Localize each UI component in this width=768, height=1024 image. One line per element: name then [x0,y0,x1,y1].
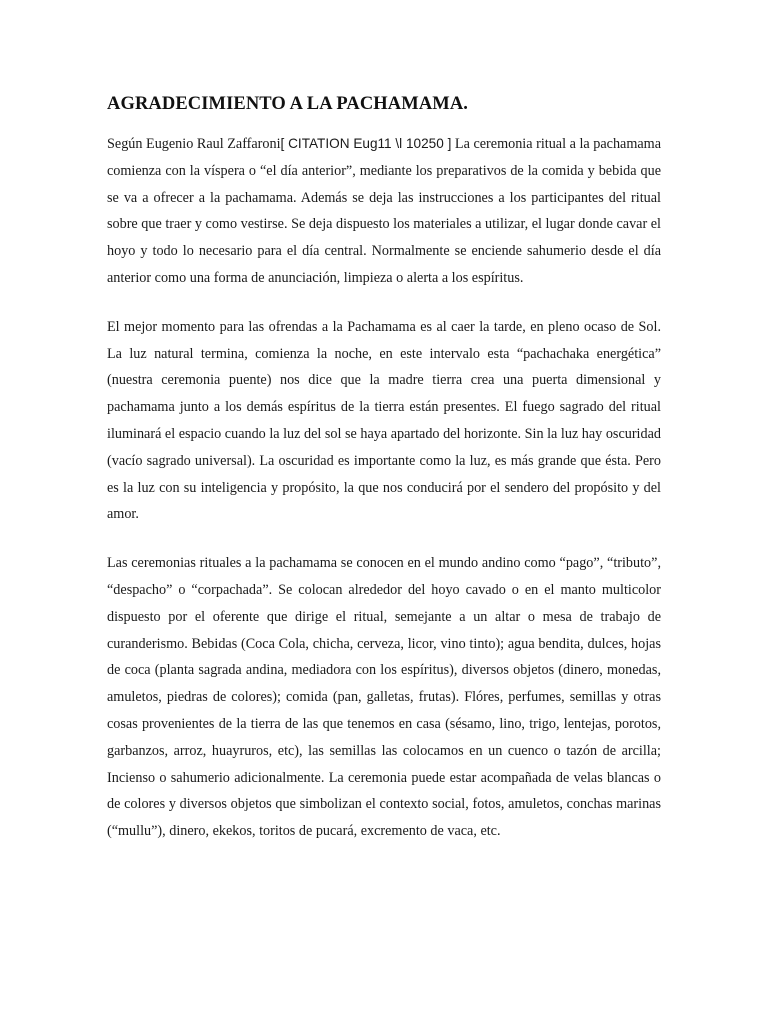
paragraph-2: El mejor momento para las ofrendas a la Pachamama es al caer la tarde, en pleno ocaso de Sol. La luz natural termina, comienza la noche, en este intervalo esta “pachachaka energética” (nuestra ceremonia puente) nos dice que la madre tierra crea una puerta dimensional y pachamama junto a los demás espíritus de la tierra están presentes. El fuego sagrado del ritual iluminará el espacio cuando la luz del sol se haya apartado del horizonte. Sin la luz hay oscuridad (vacío sagrado universal). La oscuridad es importante como la luz, es más grande que ésta. Pero es la luz con su inteligencia y propósito, la que nos conducirá por el sendero del propósito y del amor. [107,318,661,523]
paragraph-1-lead: Según Eugenio Raul Zaffaroni [107,136,281,152]
paragraph-3: Las ceremonias rituales a la pachamama se conocen en el mundo andino como “pago”, “tributo”, “despacho” o “corpachada”. Se colocan alrededor del hoyo cavado o en el manto multicolor dispuesto por el oferente que dirige el ritual, semejante a un altar o mesa de trabajo de curanderismo. Bebidas (Coca Cola, chicha, cerveza, licor, vino tinto); agua bendita, dulces, hojas de coca (planta sagrada andina, mediadora con los espíritus), diversos objetos (dinero, monedas, amuletos, piedras de colores); comida (pan, galletas, frutas). Flóres, perfumes, semillas y otras cosas provenientes de la tierra de las que tenemos en casa (sésamo, lino, trigo, lentejas, porotos, garbanzos, arroz, huayruros, etc), las semillas las colocamos en un cuenco o tazón de arcilla; Incienso o sahumerio adicionalmente. La ceremonia puede estar acompañada de velas blancas o de colores y diversos objetos que simbolizan el contexto social, fotos, amuletos, conchas marinas (“mullu”), dinero, ekekos, toritos de pucará, excremento de vaca, etc. [107,555,661,840]
document-body [107,92,661,867]
citation-field: [ CITATION Eug11 \l 10250 ] [280,136,452,151]
paragraph-1-body: La ceremonia ritual a la pachamama comienza con la víspera o “el día anterior”, mediante los preparativos de la comida y bebida que se va a ofrecer a la pachamama. Además se deja las instrucciones a los participantes del ritual sobre que traer y como vestirse. Se deja dispuesto los materiales a utilizar, el lugar donde cavar el hoyo y todo lo necesario para el día central. Normalmente se enciende sahumerio desde el día anterior como una forma de anunciación, limpieza o alerta a los espíritus. [107,136,661,286]
paragraph-1 [107,131,661,292]
document-title: AGRADECIMIENTO A LA PACHAMAMA. [107,94,469,114]
